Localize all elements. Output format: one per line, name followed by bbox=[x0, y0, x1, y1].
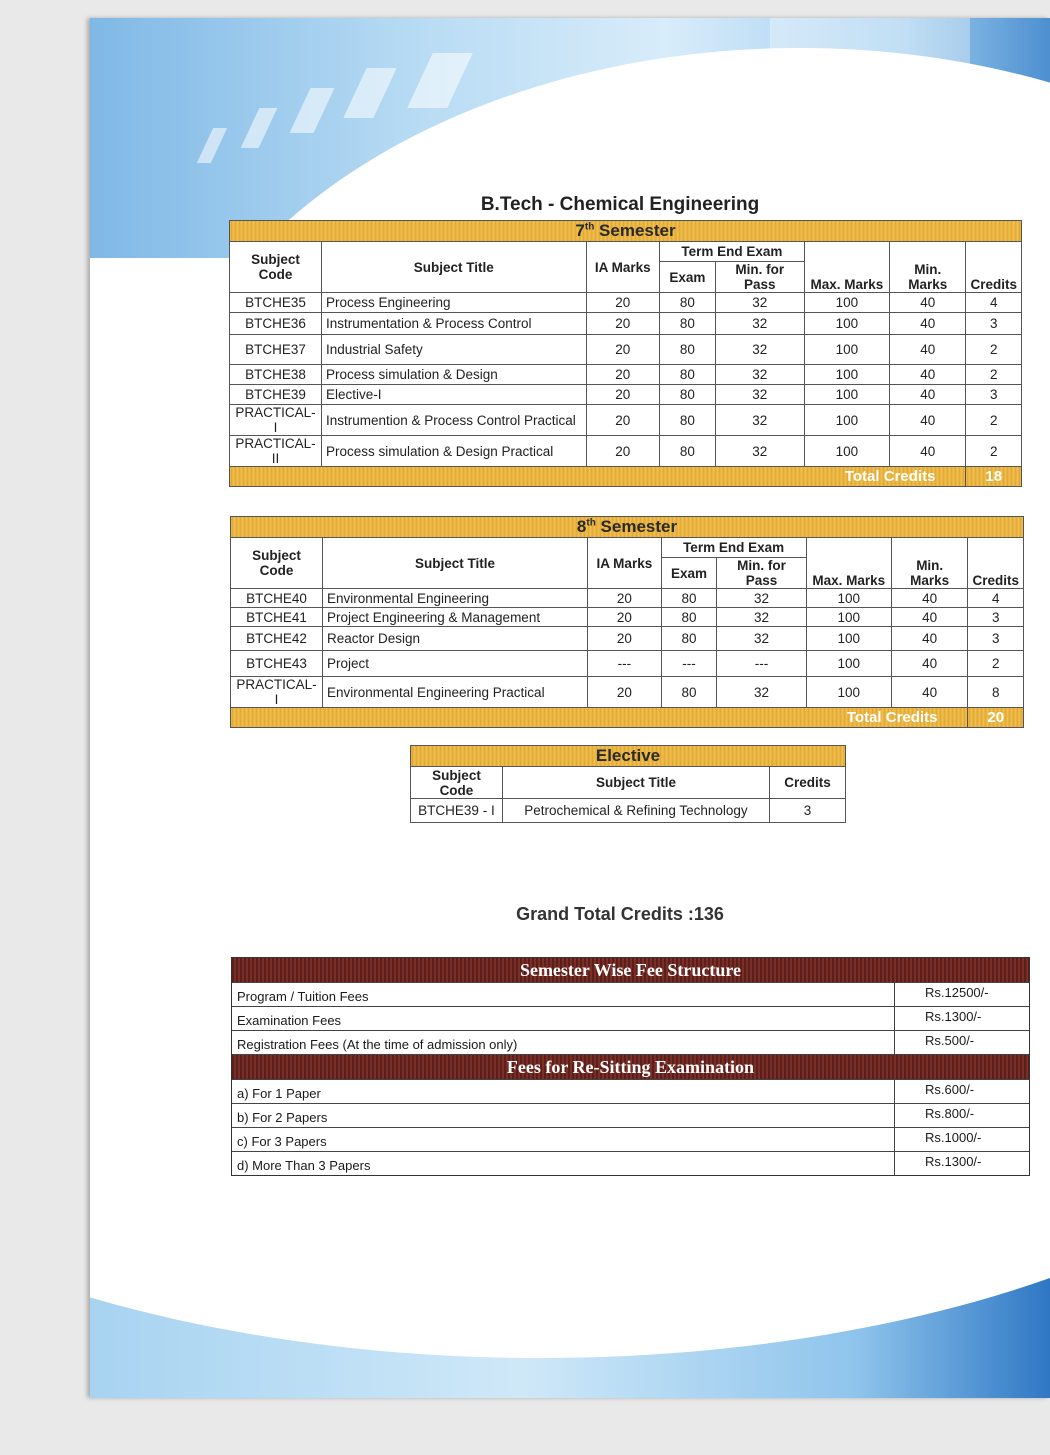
col-subject-title: Subject Title bbox=[502, 767, 769, 799]
table-row bbox=[231, 651, 1024, 677]
ia-marks-cell: 20 bbox=[586, 365, 659, 385]
ia-marks-cell: 20 bbox=[586, 335, 659, 365]
max-marks-cell: 100 bbox=[806, 589, 891, 608]
semester-8-table bbox=[230, 516, 1024, 728]
min-for-pass-cell: 32 bbox=[715, 293, 804, 313]
fee-row bbox=[232, 1079, 1029, 1103]
total-credits-label: Total Credits bbox=[231, 708, 968, 728]
ia-marks-cell: --- bbox=[588, 651, 662, 677]
ia-marks-cell: 20 bbox=[586, 293, 659, 313]
credits-cell: 3 bbox=[966, 385, 1022, 405]
min-for-pass-cell: 32 bbox=[717, 589, 806, 608]
exam-cell: 80 bbox=[661, 608, 717, 627]
col-min-for-pass: Min. for Pass bbox=[717, 558, 806, 589]
credits-cell: 3 bbox=[968, 627, 1024, 651]
min-marks-cell: 40 bbox=[891, 608, 968, 627]
subject-code-cell: PRACTICAL-I bbox=[230, 405, 322, 436]
elective-header: Elective bbox=[411, 746, 846, 767]
credits-cell: 2 bbox=[968, 651, 1024, 677]
min-for-pass-cell: 32 bbox=[717, 677, 806, 708]
total-credits-value: 18 bbox=[966, 467, 1022, 487]
fee-label: b) For 2 Papers bbox=[232, 1104, 895, 1127]
min-for-pass-cell: 32 bbox=[715, 313, 804, 335]
semester-7-table bbox=[229, 220, 1022, 487]
col-subject-code: Subject Code bbox=[231, 538, 323, 589]
credits-cell: 2 bbox=[966, 335, 1022, 365]
exam-cell: 80 bbox=[661, 589, 717, 608]
semester-8-header: 8th Semester bbox=[231, 517, 1024, 538]
col-max-marks: Max. Marks bbox=[804, 242, 889, 293]
fee-row bbox=[232, 1103, 1029, 1127]
max-marks-cell: 100 bbox=[806, 651, 891, 677]
credits-cell: 3 bbox=[968, 608, 1024, 627]
col-ia-marks: IA Marks bbox=[586, 242, 659, 293]
ia-marks-cell: 20 bbox=[588, 677, 662, 708]
ia-marks-cell: 20 bbox=[588, 627, 662, 651]
fee-amount: Rs.800/- bbox=[925, 1106, 975, 1121]
credits-cell: 2 bbox=[966, 436, 1022, 467]
subject-code-cell: BTCHE36 bbox=[230, 313, 322, 335]
exam-cell: 80 bbox=[661, 677, 717, 708]
elective-table bbox=[410, 745, 846, 823]
min-marks-cell: 40 bbox=[890, 313, 966, 335]
col-min-for-pass: Min. for Pass bbox=[715, 262, 804, 293]
fee-label: Program / Tuition Fees bbox=[232, 983, 895, 1006]
min-for-pass-cell: 32 bbox=[715, 335, 804, 365]
credits-cell: 8 bbox=[968, 677, 1024, 708]
subject-title-cell: Industrial Safety bbox=[321, 335, 586, 365]
max-marks-cell: 100 bbox=[804, 293, 889, 313]
credits-cell: 4 bbox=[968, 589, 1024, 608]
min-for-pass-cell: --- bbox=[717, 651, 806, 677]
total-credits-label: Total Credits bbox=[230, 467, 966, 487]
table-row bbox=[231, 627, 1024, 651]
max-marks-cell: 100 bbox=[804, 365, 889, 385]
ia-marks-cell: 20 bbox=[586, 436, 659, 467]
subject-title-cell: Process simulation & Design bbox=[321, 365, 586, 385]
fee-label: d) More Than 3 Papers bbox=[232, 1152, 895, 1175]
col-exam: Exam bbox=[661, 558, 717, 589]
max-marks-cell: 100 bbox=[804, 385, 889, 405]
max-marks-cell: 100 bbox=[806, 627, 891, 651]
fee-amount: Rs.1300/- bbox=[925, 1154, 982, 1169]
fee-structure-table bbox=[231, 957, 1030, 1176]
fee-row bbox=[232, 1006, 1029, 1030]
min-marks-cell: 40 bbox=[890, 405, 966, 436]
subject-title-cell: Environmental Engineering Practical bbox=[322, 677, 587, 708]
ia-marks-cell: 20 bbox=[586, 313, 659, 335]
min-for-pass-cell: 32 bbox=[715, 436, 804, 467]
exam-cell: 80 bbox=[660, 293, 716, 313]
subject-code-cell: BTCHE43 bbox=[231, 651, 323, 677]
col-credits: Credits bbox=[966, 242, 1022, 293]
exam-cell: 80 bbox=[660, 335, 716, 365]
min-marks-cell: 40 bbox=[890, 385, 966, 405]
subject-title-cell: Instrumention & Process Control Practical bbox=[321, 405, 586, 436]
fee-row bbox=[232, 1127, 1029, 1151]
exam-cell: 80 bbox=[660, 385, 716, 405]
fee-row bbox=[232, 1030, 1029, 1054]
col-min-marks: Min. Marks bbox=[891, 538, 968, 589]
subject-title-cell: Instrumentation & Process Control bbox=[321, 313, 586, 335]
subject-title-cell: Elective-I bbox=[321, 385, 586, 405]
subject-code-cell: BTCHE37 bbox=[230, 335, 322, 365]
fee-amount: Rs.500/- bbox=[925, 1033, 975, 1048]
col-subject-title: Subject Title bbox=[322, 538, 587, 589]
min-for-pass-cell: 32 bbox=[715, 385, 804, 405]
max-marks-cell: 100 bbox=[806, 608, 891, 627]
exam-cell: 80 bbox=[660, 405, 716, 436]
col-exam: Exam bbox=[660, 262, 716, 293]
table-row bbox=[230, 365, 1022, 385]
fee-row bbox=[232, 982, 1029, 1006]
col-subject-code: Subject Code bbox=[230, 242, 322, 293]
min-marks-cell: 40 bbox=[891, 677, 968, 708]
col-max-marks: Max. Marks bbox=[806, 538, 891, 589]
credits-cell: 2 bbox=[966, 365, 1022, 385]
max-marks-cell: 100 bbox=[804, 335, 889, 365]
col-subject-code: Subject Code bbox=[411, 767, 503, 799]
min-marks-cell: 40 bbox=[891, 627, 968, 651]
min-for-pass-cell: 32 bbox=[717, 627, 806, 651]
fee-amount: Rs.600/- bbox=[925, 1082, 975, 1097]
elective-subject: Petrochemical & Refining Technology bbox=[502, 799, 769, 823]
max-marks-cell: 100 bbox=[804, 405, 889, 436]
subject-code-cell: BTCHE42 bbox=[231, 627, 323, 651]
fee-structure-header: Semester Wise Fee Structure bbox=[232, 958, 1029, 982]
subject-title-cell: Process simulation & Design Practical bbox=[321, 436, 586, 467]
min-marks-cell: 40 bbox=[890, 365, 966, 385]
table-row bbox=[231, 589, 1024, 608]
col-subject-title: Subject Title bbox=[321, 242, 586, 293]
subject-code-cell: BTCHE40 bbox=[231, 589, 323, 608]
ia-marks-cell: 20 bbox=[586, 385, 659, 405]
grand-total-credits: Grand Total Credits :136 bbox=[516, 904, 724, 924]
min-for-pass-cell: 32 bbox=[715, 365, 804, 385]
exam-cell: 80 bbox=[660, 313, 716, 335]
col-credits: Credits bbox=[968, 538, 1024, 589]
max-marks-cell: 100 bbox=[804, 436, 889, 467]
min-marks-cell: 40 bbox=[890, 293, 966, 313]
table-row bbox=[230, 313, 1022, 335]
fee-amount: Rs.1000/- bbox=[925, 1130, 982, 1145]
fee-label: a) For 1 Paper bbox=[232, 1080, 895, 1103]
semester-7-header: 7th Semester bbox=[230, 221, 1022, 242]
subject-title-cell: Process Engineering bbox=[321, 293, 586, 313]
resit-fees-header: Fees for Re-Sitting Examination bbox=[232, 1054, 1029, 1079]
exam-cell: 80 bbox=[660, 436, 716, 467]
ia-marks-cell: 20 bbox=[586, 405, 659, 436]
subject-title-cell: Environmental Engineering bbox=[322, 589, 587, 608]
max-marks-cell: 100 bbox=[806, 677, 891, 708]
fee-row bbox=[232, 1151, 1029, 1175]
subject-title-cell: Reactor Design bbox=[322, 627, 587, 651]
table-row bbox=[231, 608, 1024, 627]
table-row bbox=[230, 385, 1022, 405]
subject-code-cell: BTCHE38 bbox=[230, 365, 322, 385]
table-row bbox=[230, 405, 1022, 436]
fee-label: c) For 3 Papers bbox=[232, 1128, 895, 1151]
subject-code-cell: PRACTICAL-II bbox=[230, 436, 322, 467]
subject-code-cell: BTCHE41 bbox=[231, 608, 323, 627]
min-marks-cell: 40 bbox=[891, 589, 968, 608]
max-marks-cell: 100 bbox=[804, 313, 889, 335]
table-row bbox=[230, 436, 1022, 467]
total-credits-value: 20 bbox=[968, 708, 1024, 728]
col-min-marks: Min. Marks bbox=[890, 242, 966, 293]
subject-code-cell: PRACTICAL-I bbox=[231, 677, 323, 708]
fee-amount: Rs.1300/- bbox=[925, 1009, 982, 1024]
elective-code: BTCHE39 - I bbox=[411, 799, 503, 823]
col-term-end-exam: Term End Exam bbox=[660, 242, 805, 262]
ia-marks-cell: 20 bbox=[588, 608, 662, 627]
col-credits: Credits bbox=[770, 767, 846, 799]
fee-label: Registration Fees (At the time of admission only) bbox=[232, 1031, 895, 1054]
exam-cell: 80 bbox=[661, 627, 717, 651]
fee-amount: Rs.12500/- bbox=[925, 985, 989, 1000]
min-marks-cell: 40 bbox=[891, 651, 968, 677]
credits-cell: 4 bbox=[966, 293, 1022, 313]
credits-cell: 3 bbox=[966, 313, 1022, 335]
fee-label: Examination Fees bbox=[232, 1007, 895, 1030]
subject-code-cell: BTCHE39 bbox=[230, 385, 322, 405]
page-title: B.Tech - Chemical Engineering bbox=[480, 194, 760, 215]
table-row bbox=[230, 293, 1022, 313]
col-term-end-exam: Term End Exam bbox=[661, 538, 806, 558]
exam-cell: 80 bbox=[660, 365, 716, 385]
credits-cell: 2 bbox=[966, 405, 1022, 436]
subject-title-cell: Project bbox=[322, 651, 587, 677]
ia-marks-cell: 20 bbox=[588, 589, 662, 608]
min-marks-cell: 40 bbox=[890, 436, 966, 467]
col-ia-marks: IA Marks bbox=[588, 538, 662, 589]
elective-credits: 3 bbox=[770, 799, 846, 823]
table-row bbox=[230, 335, 1022, 365]
min-marks-cell: 40 bbox=[890, 335, 966, 365]
min-for-pass-cell: 32 bbox=[717, 608, 806, 627]
min-for-pass-cell: 32 bbox=[715, 405, 804, 436]
subject-code-cell: BTCHE35 bbox=[230, 293, 322, 313]
table-row bbox=[231, 677, 1024, 708]
exam-cell: --- bbox=[661, 651, 717, 677]
subject-title-cell: Project Engineering & Management bbox=[322, 608, 587, 627]
